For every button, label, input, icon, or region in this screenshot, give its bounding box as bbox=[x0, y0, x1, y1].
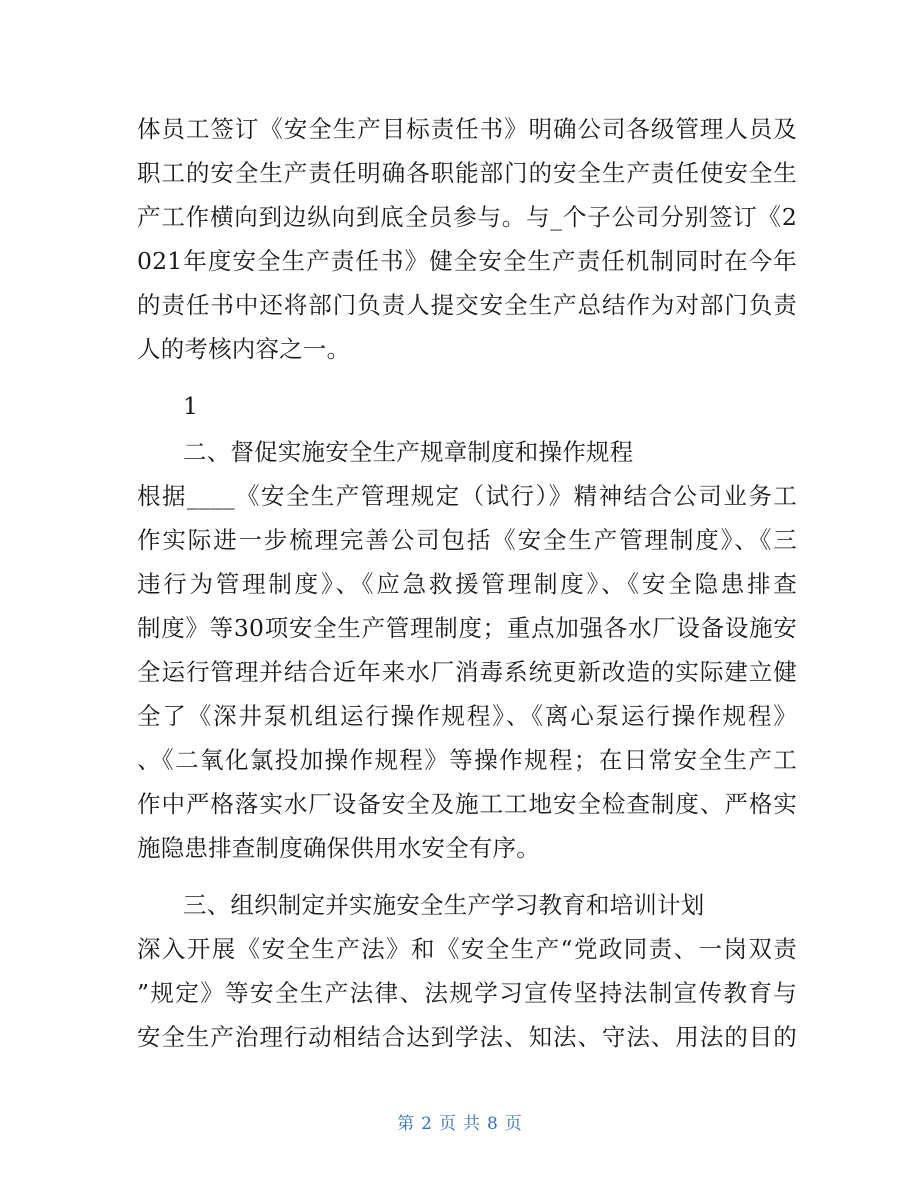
footer-suffix: 页 bbox=[504, 1114, 523, 1134]
footer-prefix: 第 bbox=[397, 1114, 416, 1134]
paragraph-line: 的责任书中还将部门负责人提交安全生产总结作为对部门负责 bbox=[137, 291, 797, 319]
paragraph-line: 产工作横向到边纵向到底全员参与。与_个子公司分别签订《2 bbox=[137, 203, 797, 231]
page-number-marker: 1 bbox=[183, 392, 199, 420]
paragraph-line: 施隐患排查制度确保供用水安全有序。 bbox=[137, 834, 540, 862]
paragraph-line: 021年度安全生产责任书》健全安全生产责任机制同时在今年 bbox=[137, 247, 797, 275]
paragraph-line: ”规定》等安全生产法律、法规学习宣传坚持法制宣传教育与 bbox=[137, 979, 797, 1007]
section-heading-2: 二、督促实施安全生产规章制度和操作规程 bbox=[183, 438, 634, 466]
paragraph-line: 作中严格落实水厂设备安全及施工工地安全检查制度、严格实 bbox=[137, 790, 797, 818]
footer-total-word: 共 bbox=[463, 1114, 481, 1134]
paragraph-line: 、《二氧化氯投加操作规程》等操作规程；在日常安全生产工 bbox=[137, 746, 797, 774]
paragraph-line: 违行为管理制度》、《应急救援管理制度》、《安全隐患排查 bbox=[137, 570, 797, 598]
paragraph-line: 根据____《安全生产管理规定（试行）》精神结合公司业务工 bbox=[137, 482, 797, 510]
page-footer bbox=[0, 1112, 920, 1136]
paragraph-line: 深入开展《安全生产法》和《安全生产“党政同责、一岗双责 bbox=[137, 935, 797, 963]
footer-total-pages: 8 bbox=[487, 1114, 499, 1134]
paragraph-line: 职工的安全生产责任明确各职能部门的安全生产责任使安全生 bbox=[137, 159, 797, 187]
paragraph-line: 体员工签订《安全生产目标责任书》明确公司各级管理人员及 bbox=[137, 115, 797, 143]
paragraph-line: 人的考核内容之一。 bbox=[137, 335, 351, 363]
section-heading-3: 三、组织制定并实施安全生产学习教育和培训计划 bbox=[183, 891, 705, 919]
footer-page-word: 页 bbox=[439, 1114, 457, 1134]
footer-current-page: 2 bbox=[421, 1114, 433, 1134]
paragraph-line: 制度》等30项安全生产管理制度；重点加强各水厂设备设施安 bbox=[137, 614, 797, 642]
paragraph-line: 全了《深井泵机组运行操作规程》、《离心泵运行操作规程》 bbox=[137, 702, 797, 730]
paragraph-line: 全运行管理并结合近年来水厂消毒系统更新改造的实际建立健 bbox=[137, 658, 797, 686]
paragraph-line: 安全生产治理行动相结合达到学法、知法、守法、用法的目的 bbox=[137, 1023, 797, 1051]
paragraph-line: 作实际进一步梳理完善公司包括《安全生产管理制度》、《三 bbox=[137, 526, 797, 554]
